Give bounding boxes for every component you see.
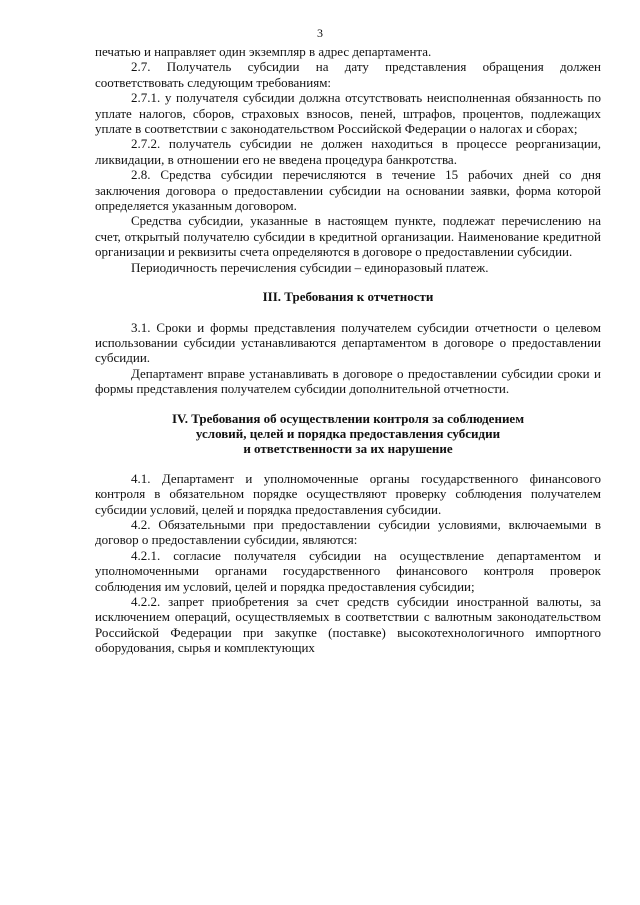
paragraph-additional-reporting: Департамент вправе устанавливать в договоре о предоставлении субсидии сроки и формы представления получателем субсидии дополнительной отчетности. [95, 365, 601, 397]
paragraph-3-1: 3.1. Сроки и формы представления получателем субсидии отчетности о целевом использовании субсидии устанавливаются департаментом в договоре о предоставлении субсидии. [95, 319, 601, 366]
paragraph-2-8: 2.8. Средства субсидии перечисляются в течение 15 рабочих дней со дня заключения договора о предоставлении субсидии на основании заявки, форма которой определяется указанным договором. [95, 167, 601, 214]
section-4-title-line-3: и ответственности за их нарушение [243, 441, 453, 457]
paragraph-2-7: 2.7. Получатель субсидии на дату представления обращения должен соответствовать следующим требованиям: [95, 59, 601, 90]
section-4-title-line-1: IV. Требования об осуществлении контроля за соблюдением [171, 410, 525, 426]
paragraph-2-7-2: 2.7.2. получатель субсидии не должен находиться в процессе реорганизации, ликвидации, в отношении его не введена процедура банкротства. [95, 136, 601, 167]
paragraph-4-2-2: 4.2.2. запрет приобретения за счет средств субсидии иностранной валюты, за исключением операций, осуществляемых в соответствии с валютным законодательством Российской Федерации при закупке (поставке) высокотехнологичного импортного оборудования, сырья и комплектующих [95, 594, 601, 656]
paragraph-payment-frequency: Периодичность перечисления субсидии – единоразовый платеж. [131, 259, 489, 275]
paragraph-continuation: печатью и направляет один экземпляр в адрес департамента. [95, 44, 432, 59]
section-3-title: III. Требования к отчетности [262, 289, 434, 305]
document-body [95, 44, 601, 656]
section-4-title [95, 411, 601, 457]
paragraph-4-2-1: 4.2.1. согласие получателя субсидии на осуществление департаментом и уполномоченными органами государственного финансового контроля проверок соблюдения им условий, целей и порядка предоставления субсидии; [95, 547, 601, 594]
section-4-title-line-2: условий, целей и порядка предоставления субсидии [195, 425, 501, 441]
paragraph-4-2: 4.2. Обязательными при предоставлении субсидии условиями, включаемыми в договор о предоставлении субсидии, являются: [95, 516, 601, 548]
paragraph-2-7-1: 2.7.1. у получателя субсидии должна отсутствовать неисполненная обязанность по уплате налогов, сборов, страховых взносов, пеней, штрафов, процентов, подлежащих уплате в соответствии с законодательством Российской Федерации о налогах и сборах; [95, 90, 601, 137]
paragraph-4-1: 4.1. Департамент и уполномоченные органы государственного финансового контроля в обязательном порядке осуществляют проверку соблюдения получателем субсидии условий, целей и порядка предоставления субсидии. [95, 470, 601, 517]
paragraph-subsidy-transfer: Средства субсидии, указанные в настоящем пункте, подлежат перечислению на счет, открытый получателю субсидии в кредитной организации. Наименование кредитной организации и реквизиты счета определяются в договоре о предоставлении субсидии. [95, 213, 601, 260]
page-number: 3 [317, 26, 323, 40]
